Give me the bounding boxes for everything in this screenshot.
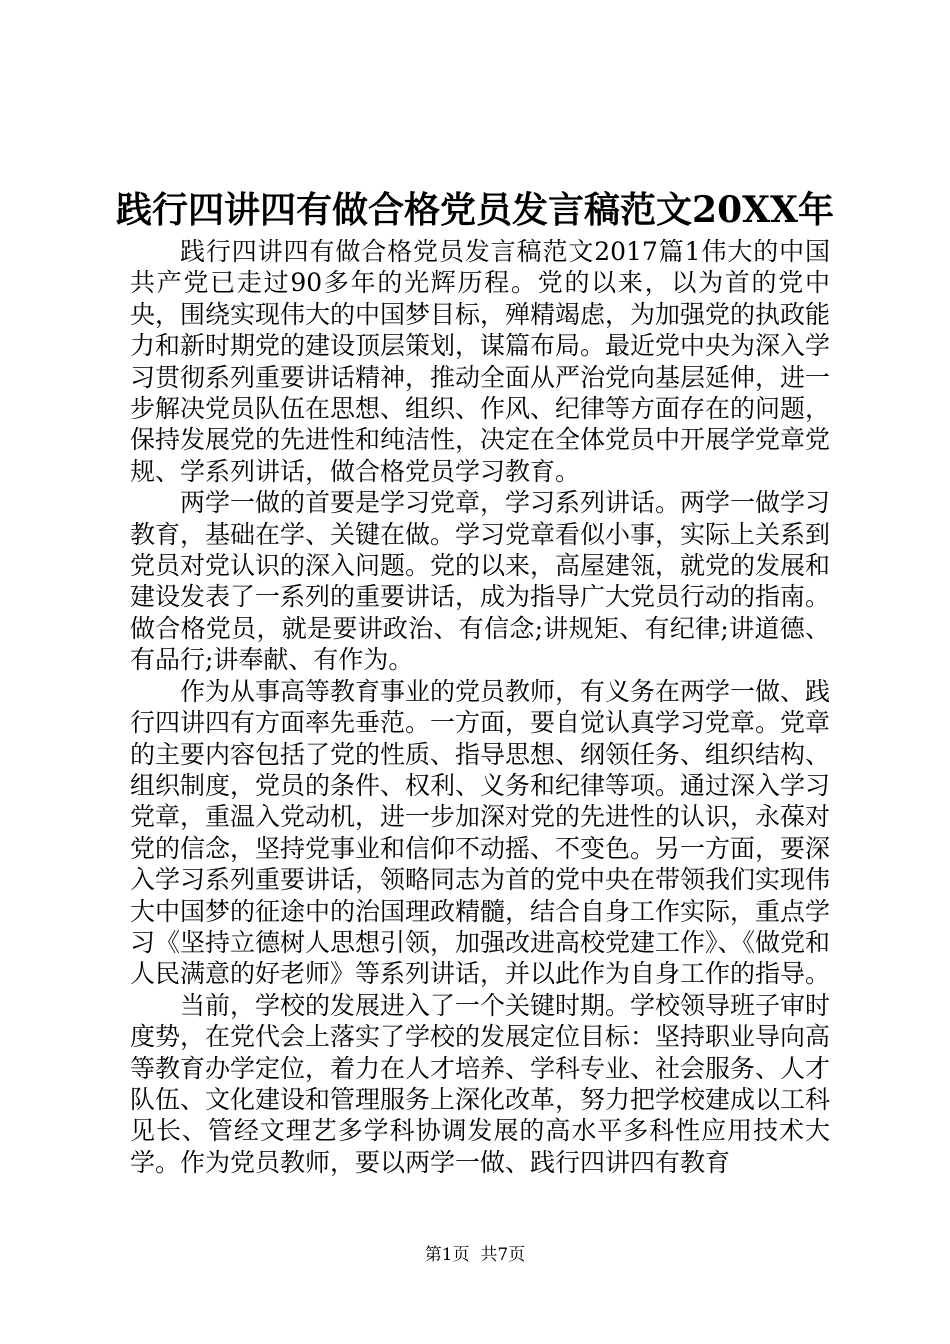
document-body bbox=[130, 236, 830, 1178]
page-footer bbox=[0, 1244, 950, 1266]
paragraph-2: 两学一做的首要是学习党章，学习系列讲话。两学一做学习教育，基础在学、关键在做。学习党章看似小事，实际上关系到党员对党认识的深入问题。党的以来，高屋建瓴，就党的发展和建设发表了一系列的重要讲话，成为指导广大党员行动的指南。做合格党员，就是要讲政治、有信念;讲规矩、有纪律;讲道德、有品行;讲奉献、有作为。 bbox=[130, 488, 831, 675]
paragraph-3: 作为从事高等教育事业的党员教师，有义务在两学一做、践行四讲四有方面率先垂范。一方面，要自觉认真学习党章。党章的主要内容包括了党的性质、指导思想、纲领任务、组织结构、组织制度，党员的条件、权利、义务和纪律等项。通过深入学习党章，重温入党动机，进一步加深对党的先进性的认识，永葆对党的信念，坚持党事业和信仰不动摇、不变色。另一方面，要深入学习系列重要讲话，领略同志为首的党中央在带领我们实现伟大中国梦的征途中的治国理政精髓，结合自身工作实际，重点学习《坚持立德树人思想引领，加强改进高校党建工作》、《做党和人民满意的好老师》等系列讲话，并以此作为自身工作的指导。 bbox=[130, 676, 831, 989]
page-number-label: 第1页 共7页 bbox=[424, 1245, 526, 1265]
paragraph-1: 践行四讲四有做合格党员发言稿范文2017篇1伟大的中国共产党已走过90多年的光辉历程。党的以来，以为首的党中央，围绕实现伟大的中国梦目标，殚精竭虑，为加强党的执政能力和新时期党的建设顶层策划，谋篇布局。最近党中央为深入学习贯彻系列重要讲话精神，推动全面从严治党向基层延伸，进一步解决党员队伍在思想、组织、作风、纪律等方面存在的问题，保持发展党的先进性和纯洁性，决定在全体党员中开展学党章党规、学系列讲话，做合格党员学习教育。 bbox=[130, 237, 831, 486]
paragraph-4: 当前，学校的发展进入了一个关键时期。学校领导班子审时度势，在党代会上落实了学校的发展定位目标：坚持职业导向高等教育办学定位，着力在人才培养、学科专业、社会服务、人才队伍、文化建设和管理服务上深化改革，努力把学校建成以工科见长、管经文理艺多学科协调发展的高水平多科性应用技术大学。作为党员教师，要以两学一做、践行四讲四有教育 bbox=[130, 990, 831, 1177]
document-title: 践行四讲四有做合格党员发言稿范文20XX年 bbox=[116, 189, 834, 231]
